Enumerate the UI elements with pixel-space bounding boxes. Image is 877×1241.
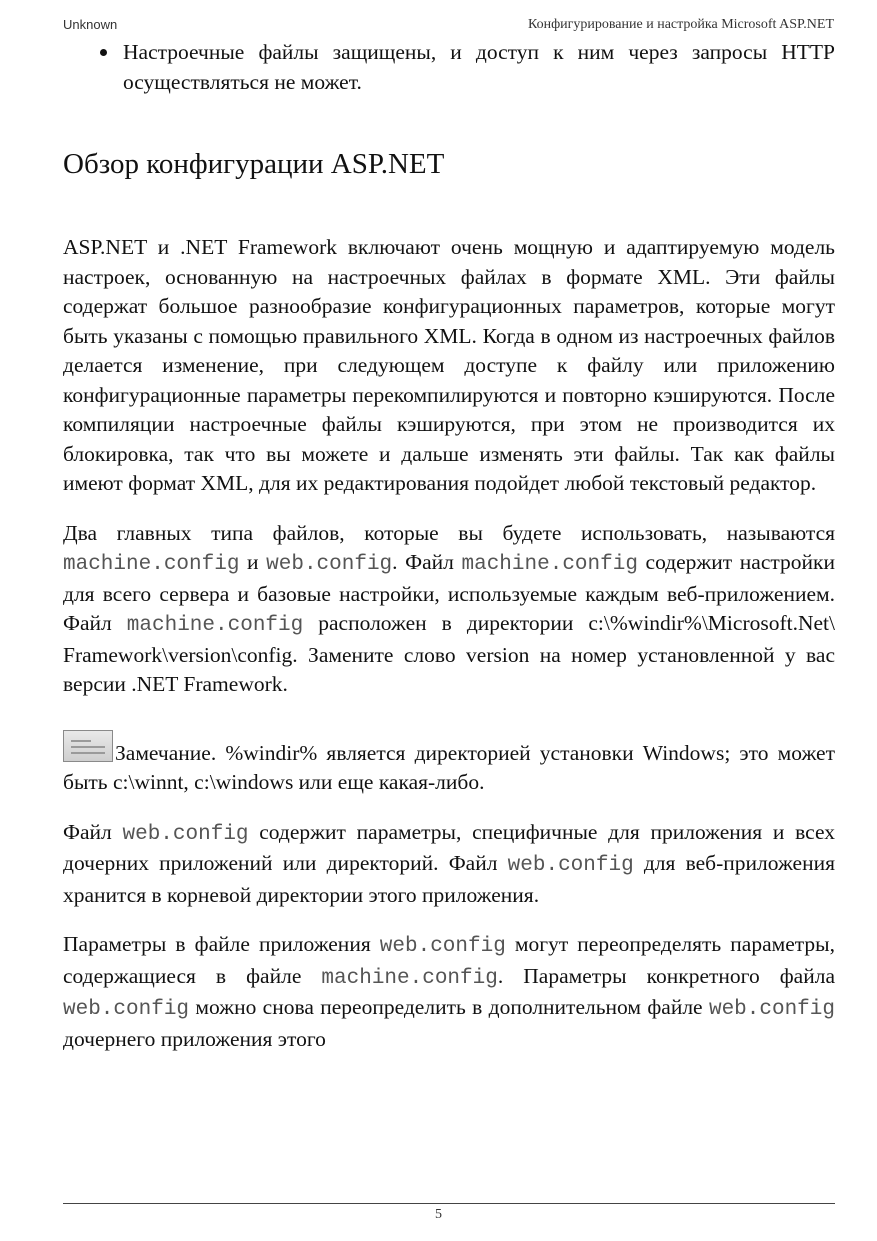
header-left: Unknown [63,17,118,32]
paragraph-override: Параметры в файле приложения web.config могут переопределять параметры, содержащиеся в файле machine.config. Параметры конкретного файла web.config можно снова переопределить в дополнительном файле web.config дочернего приложения этого [63,932,835,1051]
note-text: Замечание. %windir% является директорией установки Windows; это может быть c:\winnt, c:\windows или еще какая-либо. [63,740,835,794]
code-web-config: web.config [708,998,835,1021]
paragraph-intro: ASP.NET и .NET Framework включают очень мощную и адаптируемую модель настроек, основанную на настроечных файлах в формате XML. Эти файлы содержат большое разнообразие конфигурационных параметров, которые могут быть указаны с помощью правильного XML. Когда в одном из настроечных файлов делается изменение, при следующем доступе к файлу или приложению конфигурационные параметры перекомпилируются и повторно кэшируются. После компиляции настроечные файлы кэшируются, при этом не производится их блокировка, так что вы можете и дальше изменять эти файлы. Так как файлы имеют формат XML, для их редактирования подойдет любой текстовый редактор. [63,235,835,495]
code-machine-config: machine.config [63,553,240,576]
bullet-text: Настроечные файлы защищены, и доступ к ним через запросы HTTP осуществляться не может. [123,40,835,94]
bullet-list [63,38,835,97]
footer-divider [63,1203,835,1204]
note-icon [63,730,113,762]
page-content [63,38,835,1074]
bullet-item [63,38,835,97]
code-web-config: web.config [266,553,393,576]
header-title: Конфигурирование и настройка Microsoft ASP.NET [527,17,834,32]
code-web-config: web.config [63,998,190,1021]
section-title: Обзор конфигурации ASP.NET [63,148,445,180]
bullet-icon [100,49,107,56]
code-machine-config: machine.config [321,966,498,990]
page-number: 5 [435,1207,442,1222]
code-machine-config: machine.config [461,553,638,576]
code-web-config: web.config [379,935,506,958]
note [63,730,835,798]
code-machine-config: machine.config [126,614,304,637]
paragraph-web-config: Файл web.config содержит параметры, специфичные для приложения и всех дочерних приложений или директорий. Файл web.config для веб-приложения хранится в корневой директории этого приложения. [63,819,835,907]
code-web-config: web.config [122,822,249,846]
code-web-config: web.config [507,854,634,877]
paragraph-config-files: Два главных типа файлов, которые вы будете использовать, называются machine.config и web.config. Файл machine.config содержит настройки для всего сервера и базовые настройки, используемые каждым веб-приложением. Файл machine.config расположен в директории c:\%windir%\Microsoft.Net\ Framework\version\config. Замените слово version на номер установленной у вас версии .NET Framework. [63,520,835,696]
